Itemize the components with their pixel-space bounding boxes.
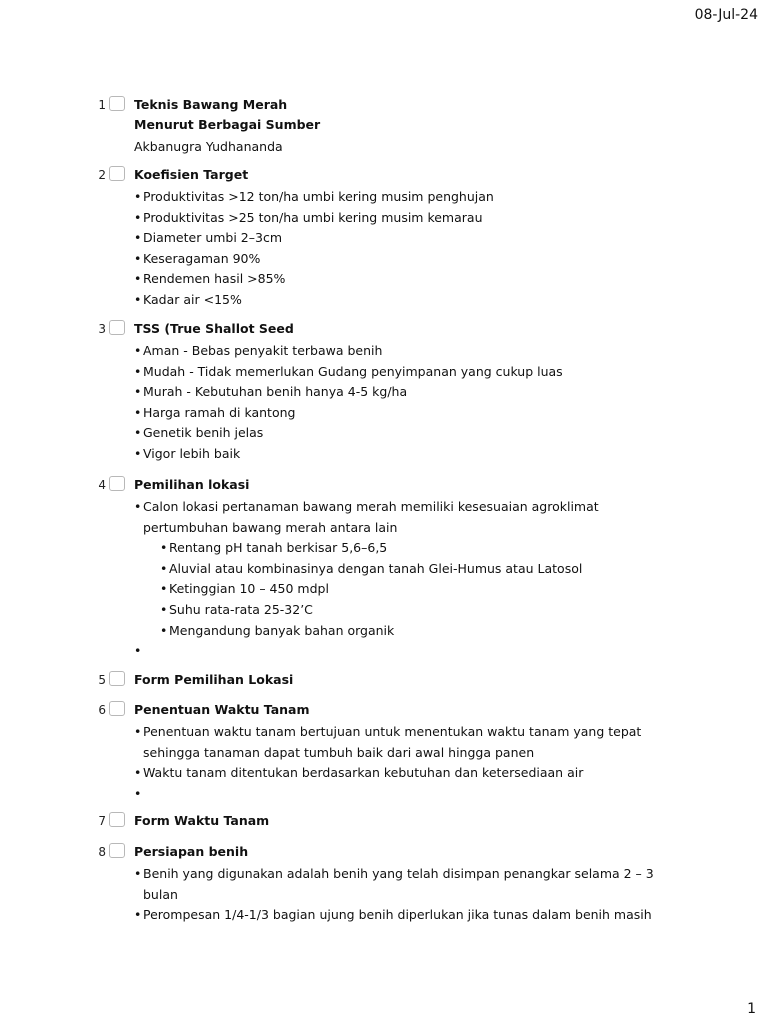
bullet-item: • Produktivitas >25 ton/ha umbi kering musim kemarau bbox=[134, 208, 732, 229]
bullet-item: • Perompesan 1/4-1/3 bagian ujung benih diperlukan jika tunas dalam benih masih bbox=[134, 905, 654, 926]
nested-bullet-item: • Suhu rata-rata 25-32’C bbox=[160, 600, 634, 621]
bullet-item: • Harga ramah di kantong bbox=[134, 403, 732, 424]
item-number: 6 bbox=[98, 703, 106, 717]
date-header: 08-Jul-24 bbox=[694, 7, 758, 23]
bullet-item: • Waktu tanam ditentukan berdasarkan kebutuhan dan ketersediaan air bbox=[134, 763, 654, 784]
item-number: 3 bbox=[98, 322, 106, 336]
bullet-item: • Penentuan waktu tanam bertujuan untuk menentukan waktu tanam yang tepat sehingga tanaman dapat tumbuh baik dari awal hingga panen bbox=[134, 722, 654, 763]
item-title: Koefisien Target bbox=[134, 167, 249, 182]
outline-item-4 bbox=[92, 475, 732, 641]
bullet-item: • Murah - Kebutuhan benih hanya 4-5 kg/ha bbox=[134, 382, 732, 403]
item-checkbox[interactable] bbox=[109, 843, 125, 858]
outline-item-5 bbox=[92, 670, 732, 690]
bullet-item: • Mudah - Tidak memerlukan Gudang penyimpanan yang cukup luas bbox=[134, 362, 732, 383]
outline-item-6 bbox=[92, 700, 732, 784]
item-title-line: Menurut Berbagai Sumber bbox=[134, 117, 321, 132]
item-checkbox[interactable] bbox=[109, 671, 125, 686]
nested-bullet-item: • Mengandung banyak bahan organik bbox=[160, 621, 634, 642]
bullet-item: • Benih yang digunakan adalah benih yang telah disimpan penangkar selama 2 – 3 bulan bbox=[134, 864, 654, 905]
bullet-item: • Vigor lebih baik bbox=[134, 444, 732, 465]
item-title: Penentuan Waktu Tanam bbox=[134, 702, 310, 717]
outline-item-8 bbox=[92, 842, 732, 926]
item-number: 4 bbox=[98, 478, 106, 492]
bullet-list bbox=[134, 722, 654, 784]
nested-bullet-item: • Ketinggian 10 – 450 mdpl bbox=[160, 579, 634, 600]
bullet-item: • Aman - Bebas penyakit terbawa benih bbox=[134, 341, 732, 362]
page-number: 1 bbox=[747, 1001, 756, 1017]
item-title-line: Teknis Bawang Merah bbox=[134, 97, 288, 112]
bullet-list bbox=[134, 187, 732, 311]
item-title bbox=[134, 95, 732, 135]
bullet-list bbox=[134, 341, 732, 465]
nested-bullet-item: • Aluvial atau kombinasinya dengan tanah Glei-Humus atau Latosol bbox=[160, 559, 634, 580]
item-checkbox[interactable] bbox=[109, 320, 125, 335]
bullet-text: Calon lokasi pertanaman bawang merah memiliki kesesuaian agroklimat pertumbuhan bawang merah antara lain bbox=[143, 499, 599, 535]
item-number: 1 bbox=[98, 98, 106, 112]
item-title: TSS (True Shallot Seed bbox=[134, 321, 294, 336]
item-checkbox[interactable] bbox=[109, 476, 125, 491]
nested-bullet-item: • Rentang pH tanah berkisar 5,6–6,5 bbox=[160, 538, 634, 559]
nested-bullet-list bbox=[160, 538, 634, 641]
item-title: Pemilihan lokasi bbox=[134, 477, 250, 492]
bullet-item: • Keseragaman 90% bbox=[134, 249, 732, 270]
outline-item-3 bbox=[92, 319, 732, 465]
item-checkbox[interactable] bbox=[109, 96, 125, 111]
bullet-list bbox=[134, 864, 654, 926]
bullet-item bbox=[134, 497, 634, 641]
bullet-list bbox=[134, 497, 634, 641]
item-number: 7 bbox=[98, 814, 106, 828]
bullet-item: • Kadar air <15% bbox=[134, 290, 732, 311]
item-checkbox[interactable] bbox=[109, 701, 125, 716]
bullet-item: • Produktivitas >12 ton/ha umbi kering musim penghujan bbox=[134, 187, 732, 208]
item-checkbox[interactable] bbox=[109, 812, 125, 827]
item-title: Form Pemilihan Lokasi bbox=[134, 672, 294, 687]
item-checkbox[interactable] bbox=[109, 166, 125, 181]
bullet-item: • Diameter umbi 2–3cm bbox=[134, 228, 732, 249]
outline-item-7 bbox=[92, 811, 732, 831]
item-title: Form Waktu Tanam bbox=[134, 813, 270, 828]
outline-item-2 bbox=[92, 165, 732, 311]
item-number: 5 bbox=[98, 673, 106, 687]
item-subtitle: Akbanugra Yudhananda bbox=[134, 139, 283, 154]
item-title: Persiapan benih bbox=[134, 844, 249, 859]
bullet-item: • Rendemen hasil >85% bbox=[134, 269, 732, 290]
item-number: 2 bbox=[98, 168, 106, 182]
item-number: 8 bbox=[98, 845, 106, 859]
outline-item-1 bbox=[92, 95, 732, 157]
bullet-item: • Genetik benih jelas bbox=[134, 423, 732, 444]
